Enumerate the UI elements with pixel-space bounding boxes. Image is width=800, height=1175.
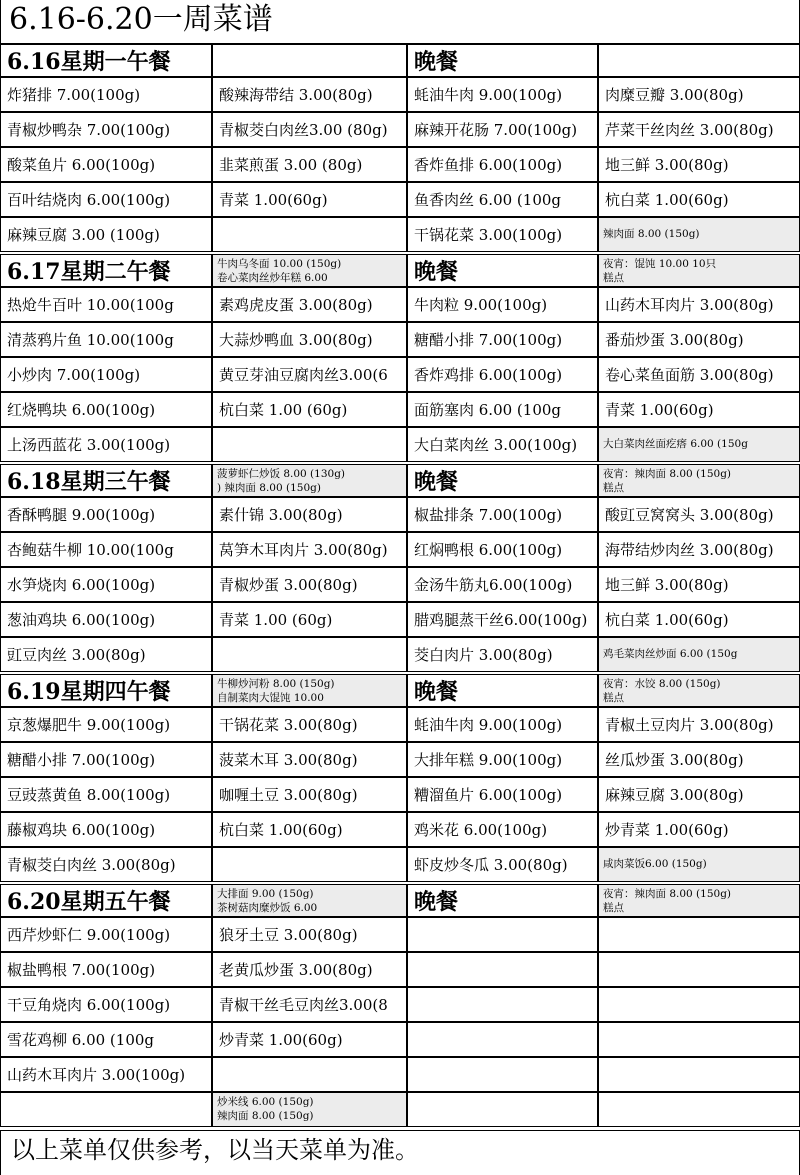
dish-cell: 菠菜木耳 3.00(80g) [212,742,407,777]
footer-note: 以上菜单仅供参考，以当天菜单为准。 [0,1130,800,1175]
dish-cell: 地三鲜 3.00(80g) [598,147,800,182]
dish-cell: 豆豉蒸黄鱼 8.00(100g) [0,777,212,812]
lunch-specials: 菠萝虾仁炒饭 8.00 (130g) ) 辣肉面 8.00 (150g) [212,464,407,497]
dish-cell: 糟溜鱼片 6.00(100g) [407,777,598,812]
dish-cell: 青菜 1.00(60g) [212,182,407,217]
dish-cell: 牛肉粒 9.00(100g) [407,287,598,322]
dish-cell: 麻辣开花肠 7.00(100g) [407,112,598,147]
dish-cell: 鱼香肉丝 6.00 (100g [407,182,598,217]
dinner-header: 晚餐 [407,884,598,917]
dish-cell: 大白菜肉丝面疙瘩 6.00 (150g [598,427,800,462]
dish-cell: 地三鲜 3.00(80g) [598,567,800,602]
dish-cell: 海带结炒肉丝 3.00(80g) [598,532,800,567]
dish-cell: 番茄炒蛋 3.00(80g) [598,322,800,357]
dish-cell: 蚝油牛肉 9.00(100g) [407,77,598,112]
dish-cell: 炸猪排 7.00(100g) [0,77,212,112]
dish-cell: 杭白菜 1.00 (60g) [212,392,407,427]
lunch-specials: 牛柳炒河粉 8.00 (150g) 自制菜肉大馄饨 10.00 [212,674,407,707]
dish-cell: 狼牙土豆 3.00(80g) [212,917,407,952]
dish-cell: 青椒茭白肉丝 3.00(80g) [0,847,212,882]
empty-cell [212,217,407,252]
dish-cell: 茭白肉片 3.00(80g) [407,637,598,672]
page-title: 6.16-6.20一周菜谱 [0,0,800,44]
dish-cell: 素鸡虎皮蛋 3.00(80g) [212,287,407,322]
dish-cell: 椒盐鸭根 7.00(100g) [0,952,212,987]
dish-cell: 蚝油牛肉 9.00(100g) [407,707,598,742]
empty-cell [407,952,598,987]
dish-cell: 酸菜鱼片 6.00(100g) [0,147,212,182]
dish-cell: 小炒肉 7.00(100g) [0,357,212,392]
dinner-header: 晚餐 [407,254,598,287]
dish-cell: 炒青菜 1.00(60g) [598,812,800,847]
dish-cell: 葱油鸡块 6.00(100g) [0,602,212,637]
dish-cell: 素什锦 3.00(80g) [212,497,407,532]
dinner-specials [598,44,800,77]
dish-cell: 咖喱土豆 3.00(80g) [212,777,407,812]
dish-cell: 辣肉面 8.00 (150g) [598,217,800,252]
empty-cell [598,1022,800,1057]
dinner-specials: 夜宵：馄饨 10.00 10只 糕点 [598,254,800,287]
dish-cell: 香炸鸡排 6.00(100g) [407,357,598,392]
dish-cell: 山药木耳肉片 3.00(80g) [598,287,800,322]
lunch-specials: 牛肉乌冬面 10.00 (150g) 卷心菜肉丝炒年糕 6.00 [212,254,407,287]
dish-cell: 青椒干丝毛豆肉丝3.00(8 [212,987,407,1022]
dish-cell: 酸辣海带结 3.00(80g) [212,77,407,112]
dish-cell: 豇豆肉丝 3.00(80g) [0,637,212,672]
dish-cell: 水笋烧肉 6.00(100g) [0,567,212,602]
dish-cell: 糖醋小排 7.00(100g) [0,742,212,777]
empty-cell [212,1057,407,1092]
dish-cell: 杭白菜 1.00(60g) [598,182,800,217]
dish-cell: 青椒炒鸭杂 7.00(100g) [0,112,212,147]
dish-cell: 老黄瓜炒蛋 3.00(80g) [212,952,407,987]
dish-cell: 杭白菜 1.00(60g) [598,602,800,637]
dish-cell: 腊鸡腿蒸干丝6.00(100g) [407,602,598,637]
dinner-header: 晚餐 [407,464,598,497]
dish-cell: 杏鲍菇牛柳 10.00(100g [0,532,212,567]
dish-cell: 青椒炒蛋 3.00(80g) [212,567,407,602]
dish-cell: 大排年糕 9.00(100g) [407,742,598,777]
dish-cell: 金汤牛筋丸6.00(100g) [407,567,598,602]
empty-cell [407,1022,598,1057]
lunch-header: 6.19星期四午餐 [0,674,212,707]
dish-cell: 卷心菜鱼面筋 3.00(80g) [598,357,800,392]
lunch-header: 6.20星期五午餐 [0,884,212,917]
lunch-specials: 大排面 9.00 (150g) 茶树菇肉糜炒饭 6.00 [212,884,407,917]
empty-cell [0,1092,212,1127]
dish-cell: 韭菜煎蛋 3.00 (80g) [212,147,407,182]
empty-cell [598,1092,800,1127]
dish-cell: 红焖鸭根 6.00(100g) [407,532,598,567]
dish-cell: 干锅花菜 3.00(100g) [407,217,598,252]
dish-cell: 青椒土豆肉片 3.00(80g) [598,707,800,742]
dish-cell: 干豆角烧肉 6.00(100g) [0,987,212,1022]
dish-cell: 鸡毛菜肉丝炒面 6.00 (150g [598,637,800,672]
empty-cell [407,987,598,1022]
dish-cell: 清蒸鸦片鱼 10.00(100g [0,322,212,357]
dish-cell: 大白菜肉丝 3.00(100g) [407,427,598,462]
dish-cell: 炒米线 6.00 (150g) 辣肉面 8.00 (150g) [212,1092,407,1127]
lunch-header: 6.17星期二午餐 [0,254,212,287]
dish-cell: 糖醋小排 7.00(100g) [407,322,598,357]
dish-cell: 干锅花菜 3.00(80g) [212,707,407,742]
dish-cell: 麻辣豆腐 3.00 (100g) [0,217,212,252]
dish-cell: 青菜 1.00 (60g) [212,602,407,637]
empty-cell [212,847,407,882]
empty-cell [598,917,800,952]
dish-cell: 香酥鸭腿 9.00(100g) [0,497,212,532]
dish-cell: 藤椒鸡块 6.00(100g) [0,812,212,847]
lunch-header: 6.18星期三午餐 [0,464,212,497]
dish-cell: 莴笋木耳肉片 3.00(80g) [212,532,407,567]
dinner-specials: 夜宵：辣肉面 8.00 (150g) 糕点 [598,884,800,917]
dish-cell: 百叶结烧肉 6.00(100g) [0,182,212,217]
dish-cell: 青椒茭白肉丝3.00 (80g) [212,112,407,147]
dish-cell: 杭白菜 1.00(60g) [212,812,407,847]
dish-cell: 芹菜干丝肉丝 3.00(80g) [598,112,800,147]
empty-cell [212,637,407,672]
empty-cell [212,427,407,462]
dinner-header: 晚餐 [407,674,598,707]
dish-cell: 西芹炒虾仁 9.00(100g) [0,917,212,952]
lunch-header: 6.16星期一午餐 [0,44,212,77]
dish-cell: 香炸鱼排 6.00(100g) [407,147,598,182]
dish-cell: 山药木耳肉片 3.00(100g) [0,1057,212,1092]
empty-cell [407,1057,598,1092]
dinner-header: 晚餐 [407,44,598,77]
dish-cell: 热炝牛百叶 10.00(100g [0,287,212,322]
dish-cell: 面筋塞肉 6.00 (100g [407,392,598,427]
dish-cell: 黄豆芽油豆腐肉丝3.00(6 [212,357,407,392]
dish-cell: 咸肉菜饭6.00 (150g) [598,847,800,882]
empty-cell [407,1092,598,1127]
dish-cell: 麻辣豆腐 3.00(80g) [598,777,800,812]
empty-cell [598,1057,800,1092]
dish-cell: 大蒜炒鸭血 3.00(80g) [212,322,407,357]
dish-cell: 肉糜豆瓣 3.00(80g) [598,77,800,112]
dish-cell: 鸡米花 6.00(100g) [407,812,598,847]
dish-cell: 丝瓜炒蛋 3.00(80g) [598,742,800,777]
dish-cell: 京葱爆肥牛 9.00(100g) [0,707,212,742]
dish-cell: 上汤西蓝花 3.00(100g) [0,427,212,462]
dish-cell: 酸豇豆窝窝头 3.00(80g) [598,497,800,532]
dish-cell: 虾皮炒冬瓜 3.00(80g) [407,847,598,882]
dish-cell: 红烧鸭块 6.00(100g) [0,392,212,427]
dish-cell: 椒盐排条 7.00(100g) [407,497,598,532]
dish-cell: 雪花鸡柳 6.00 (100g [0,1022,212,1057]
empty-cell [598,987,800,1022]
empty-cell [407,917,598,952]
dish-cell: 青菜 1.00(60g) [598,392,800,427]
empty-cell [598,952,800,987]
lunch-specials [212,44,407,77]
dish-cell: 炒青菜 1.00(60g) [212,1022,407,1057]
dinner-specials: 夜宵：辣肉面 8.00 (150g) 糕点 [598,464,800,497]
dinner-specials: 夜宵：水饺 8.00 (150g) 糕点 [598,674,800,707]
